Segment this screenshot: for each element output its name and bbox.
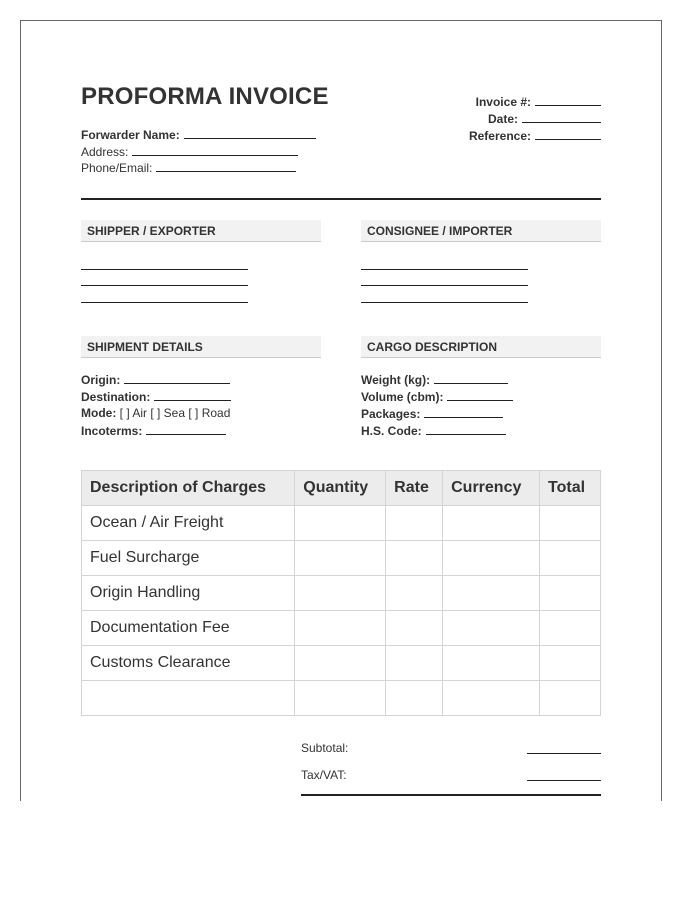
shipper-lines: [81, 253, 248, 303]
rate-cell[interactable]: [386, 506, 443, 541]
hscode-field[interactable]: [426, 423, 506, 435]
shipper-line[interactable]: [81, 286, 248, 303]
subtotal-label: Subtotal:: [301, 741, 349, 755]
mode-label: Mode:: [81, 406, 117, 420]
tax-vat-label: Tax/VAT:: [301, 768, 347, 782]
table-row: [82, 611, 601, 646]
consignee-line[interactable]: [361, 270, 528, 287]
rate-cell[interactable]: [386, 611, 443, 646]
consignee-section-header: CONSIGNEE / IMPORTER: [361, 220, 601, 242]
quantity-cell[interactable]: [295, 646, 386, 681]
page-title: PROFORMA INVOICE: [81, 83, 329, 110]
charge-description[interactable]: Origin Handling: [82, 576, 295, 611]
table-row: [82, 681, 601, 716]
rate-cell[interactable]: [386, 541, 443, 576]
currency-cell[interactable]: [443, 541, 540, 576]
charges-table: [81, 470, 601, 716]
subtotal-row: [301, 741, 601, 768]
column-header: Rate: [386, 471, 443, 506]
rate-cell[interactable]: [386, 681, 443, 716]
destination-label: Destination:: [81, 390, 151, 404]
origin-field[interactable]: [124, 372, 230, 384]
incoterms-field[interactable]: [146, 423, 226, 435]
quantity-cell[interactable]: [295, 576, 386, 611]
address-label: Address:: [81, 144, 129, 159]
invoice-number-row: [469, 94, 601, 111]
reference-field[interactable]: [535, 128, 601, 140]
currency-cell[interactable]: [443, 506, 540, 541]
phone-row: [81, 160, 316, 177]
destination-row: [81, 389, 231, 406]
total-cell[interactable]: [540, 506, 601, 541]
currency-cell[interactable]: [443, 646, 540, 681]
weight-field[interactable]: [434, 372, 508, 384]
subtotal-field[interactable]: [527, 753, 601, 754]
totals-divider: [301, 794, 601, 796]
column-header: Description of Charges: [82, 471, 295, 506]
tax-row: [301, 768, 601, 795]
column-header: Currency: [443, 471, 540, 506]
consignee-lines: [361, 253, 528, 303]
date-field[interactable]: [522, 111, 601, 123]
hscode-label: H.S. Code:: [361, 424, 422, 438]
total-cell[interactable]: [540, 646, 601, 681]
total-cell[interactable]: [540, 576, 601, 611]
volume-label: Volume (cbm):: [361, 390, 444, 404]
reference-label: Reference:: [468, 129, 531, 143]
packages-row: [361, 406, 513, 423]
forwarder-name-field[interactable]: [184, 127, 316, 139]
weight-label: Weight (kg):: [361, 373, 431, 387]
table-row: [82, 646, 601, 681]
forwarder-name-label: Forwarder Name:: [81, 128, 180, 142]
shipment-section-header: SHIPMENT DETAILS: [81, 336, 321, 358]
invoice-number-field[interactable]: [535, 94, 601, 106]
tax-vat-field[interactable]: [527, 780, 601, 781]
consignee-line[interactable]: [361, 253, 528, 270]
charge-description[interactable]: Ocean / Air Freight: [82, 506, 295, 541]
rate-cell[interactable]: [386, 576, 443, 611]
shipper-line[interactable]: [81, 253, 248, 270]
destination-field[interactable]: [154, 389, 231, 401]
volume-field[interactable]: [447, 389, 513, 401]
column-header: Quantity: [295, 471, 386, 506]
shipment-fields: [81, 372, 231, 440]
currency-cell[interactable]: [443, 611, 540, 646]
invoice-meta: [469, 94, 601, 145]
total-cell[interactable]: [540, 611, 601, 646]
packages-field[interactable]: [424, 406, 503, 418]
incoterms-row: [81, 423, 231, 440]
date-row: [469, 111, 601, 128]
cargo-section-header: CARGO DESCRIPTION: [361, 336, 601, 358]
cargo-fields: [361, 372, 513, 440]
rate-cell[interactable]: [386, 646, 443, 681]
total-cell[interactable]: [540, 541, 601, 576]
address-row: [81, 144, 316, 161]
mode-options[interactable]: [ ] Air [ ] Sea [ ] Road: [119, 406, 231, 420]
hscode-row: [361, 423, 513, 440]
table-row: [82, 506, 601, 541]
table-header-row: [82, 471, 601, 506]
quantity-cell[interactable]: [295, 681, 386, 716]
phone-email-label: Phone/Email:: [81, 161, 153, 175]
incoterms-label: Incoterms:: [81, 424, 143, 438]
charge-description[interactable]: Customs Clearance: [82, 646, 295, 681]
charge-description[interactable]: [82, 681, 295, 716]
consignee-line[interactable]: [361, 286, 528, 303]
weight-row: [361, 372, 513, 389]
total-cell[interactable]: [540, 681, 601, 716]
table-row: [82, 541, 601, 576]
charge-description[interactable]: Fuel Surcharge: [82, 541, 295, 576]
volume-row: [361, 389, 513, 406]
reference-row: [469, 128, 601, 145]
origin-row: [81, 372, 231, 389]
date-label: Date:: [487, 112, 518, 126]
header-divider: [81, 198, 601, 200]
forwarder-info: [81, 127, 316, 177]
address-field[interactable]: [132, 144, 298, 156]
origin-label: Origin:: [81, 373, 121, 387]
totals-block: [301, 741, 601, 795]
quantity-cell[interactable]: [295, 611, 386, 646]
quantity-cell[interactable]: [295, 506, 386, 541]
currency-cell[interactable]: [443, 576, 540, 611]
forwarder-row: [81, 127, 316, 144]
phone-email-field[interactable]: [156, 160, 296, 172]
packages-label: Packages:: [361, 407, 421, 421]
shipper-line[interactable]: [81, 270, 248, 287]
charge-description[interactable]: Documentation Fee: [82, 611, 295, 646]
table-row: [82, 576, 601, 611]
currency-cell[interactable]: [443, 681, 540, 716]
invoice-number-label: Invoice #:: [475, 95, 531, 109]
mode-row: [81, 406, 231, 423]
column-header: Total: [540, 471, 601, 506]
quantity-cell[interactable]: [295, 541, 386, 576]
shipper-section-header: SHIPPER / EXPORTER: [81, 220, 321, 242]
